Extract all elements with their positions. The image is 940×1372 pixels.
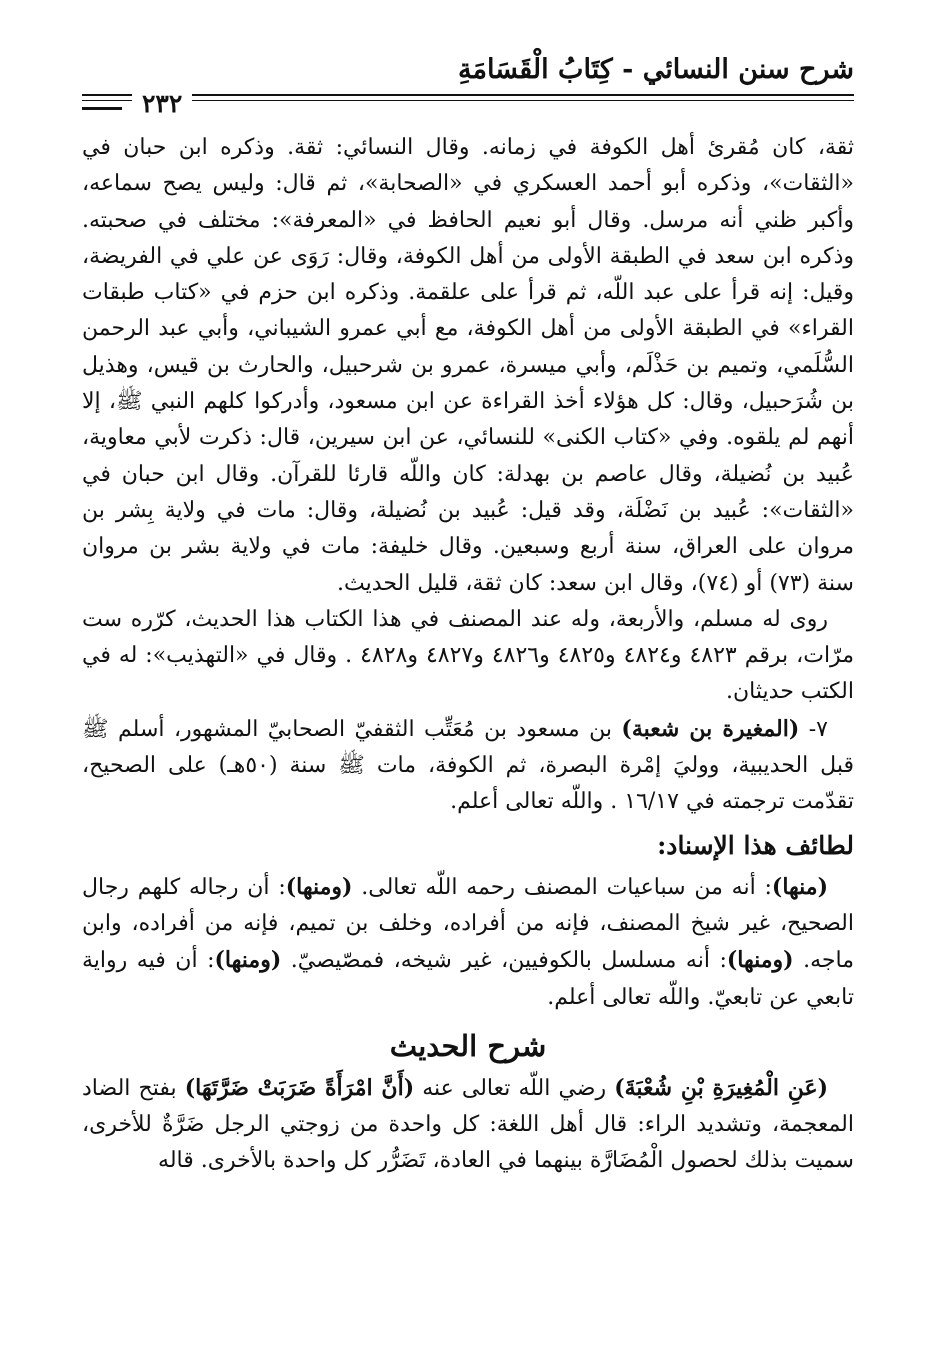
lataif-label: (ومنها)	[285, 873, 353, 900]
lataif-text: : أنه من سباعيات المصنف رحمه اللّه تعالى.	[352, 874, 772, 900]
header-rule	[82, 94, 854, 96]
page-header	[82, 54, 854, 134]
page-body	[82, 130, 854, 1180]
lataif-label: (منها)	[771, 873, 828, 900]
sharh-text: رضي اللّه تعالى عنه	[414, 1075, 615, 1101]
running-title: شرح سنن النسائي - كِتَابُ الْقَسَامَةِ	[458, 54, 854, 85]
narrator-7-paragraph	[82, 711, 854, 821]
lataif-paragraph	[82, 869, 854, 1016]
section-heading-lataif: لطائف هذا الإسناد:	[657, 830, 854, 860]
hadith-quote: (عَنِ الْمُغِيرَةِ بْنِ شُعْبَةَ)	[614, 1074, 828, 1101]
lataif-text: : أن رجاله كلهم رجال الصحيح، غير شيخ المصنف، فإنه من أفراده، وخلف بن تميم، فإنه من أفراده، وابن ماجه.	[82, 874, 855, 974]
narrator-number: ٧-	[799, 716, 828, 742]
narration-count-paragraph: روى له مسلم، والأربعة، وله عند المصنف في هذا الكتاب هذا الحديث، كرّره ست مرّات، برقم ٤٨٢٣ و٤٨٢٤ و٤٨٢٥ و٤٨٢٦ و٤٨٢٧ و٤٨٢٨ . وقال في «التهذيب»: له في الكتب حديثان.	[82, 606, 854, 705]
sharh-paragraph	[82, 1070, 854, 1180]
sharh-text: بفتح الضاد المعجمة، وتشديد الراء: قال أهل اللغة: كل واحدة من زوجتي الرجل ضَرَّةٌ للأخرى، سميت بذلك لحصول الْمُضَارَّة بينهما في العادة، تَضَرُّر كل واحدة بالأخرى. قاله	[82, 1075, 854, 1174]
narrator-details: بن مسعود بن مُعَتِّب الثقفيّ الصحابيّ المشهور، أسلم ﷺ قبل الحديبية، ووليَ إمْرة البصرة، ثم الكوفة، مات ﷺ سنة (٥٠هـ) على الصحيح، تقدّمت ترجمته في ١٦/١٧ . واللّه تعالى أعلم.	[82, 716, 854, 815]
narrator-name: (المغيرة بن شعبة)	[621, 715, 800, 742]
lataif-label: (ومنها)	[726, 947, 794, 974]
lataif-text: : أن فيه رواية تابعي عن تابعيّ. واللّه تعالى أعلم.	[82, 948, 854, 1010]
hadith-quote: (أَنَّ امْرَأَةً ضَرَبَتْ ضَرَّتَهَا)	[184, 1074, 415, 1101]
header-rule-thin	[82, 100, 854, 101]
section-heading-sharh: شرح الحديث	[389, 1028, 547, 1063]
header-rule-short	[82, 107, 122, 110]
narrator-biography-paragraph: ثقة، كان مُقرئ أهل الكوفة في زمانه. وقال النسائي: ثقة. وذكره ابن حبان في «الثقات»، وذكره أبو أحمد العسكري في «الصحابة»، ثم قال: وليس يصح سماعه، وأكبر ظني أنه مرسل. وقال أبو نعيم الحافظ في «المعرفة»: مختلف في صحبته. وذكره ابن سعد في الطبقة الأولى من أهل الكوفة، وقال: رَوَى عن علي في الفريضة، وقيل: إنه قرأ على عبد اللّه، ثم قرأ على علقمة. وذكره ابن حزم في «كتاب طبقات القراء» في الطبقة الأولى من أهل الكوفة، مع أبي عمرو الشيباني، وأبي عبد الرحمن السُّلَمي، وتميم بن حَذْلَم، وأبي ميسرة، عمرو بن شرحبيل، والحارث بن قيس، وهذيل بن شُرَحبيل، وقال: كل هؤلاء أخذ القراءة عن ابن مسعود، وأدركوا كلهم النبي ﷺ، إلا أنهم لم يلقوه. وفي «كتاب الكنى» للنسائي، عن ابن سيرين، قال: ذكرت لأبي معاوية، عُبيد بن نُضيلة، وقال عاصم بن بهدلة: كان واللّه قارئا للقرآن. وقال ابن حبان في «الثقات»: عُبيد بن نَضْلَة، وقد قيل: عُبيد بن نُضيلة، وقال: مات في ولاية بِشر بن مروان على العراق، سنة أربع وسبعين. وقال خليفة: مات في ولاية بشر بن مروان سنة (٧٣) أو (٧٤)، وقال ابن سعد: كان ثقة، قليل الحديث.	[82, 135, 854, 596]
lataif-label: (ومنها)	[214, 947, 282, 974]
lataif-text: : أنه مسلسل بالكوفيين، غير شيخه، فمصّيصيّ.	[281, 948, 727, 974]
page-number: ٢٣٢	[132, 89, 192, 118]
